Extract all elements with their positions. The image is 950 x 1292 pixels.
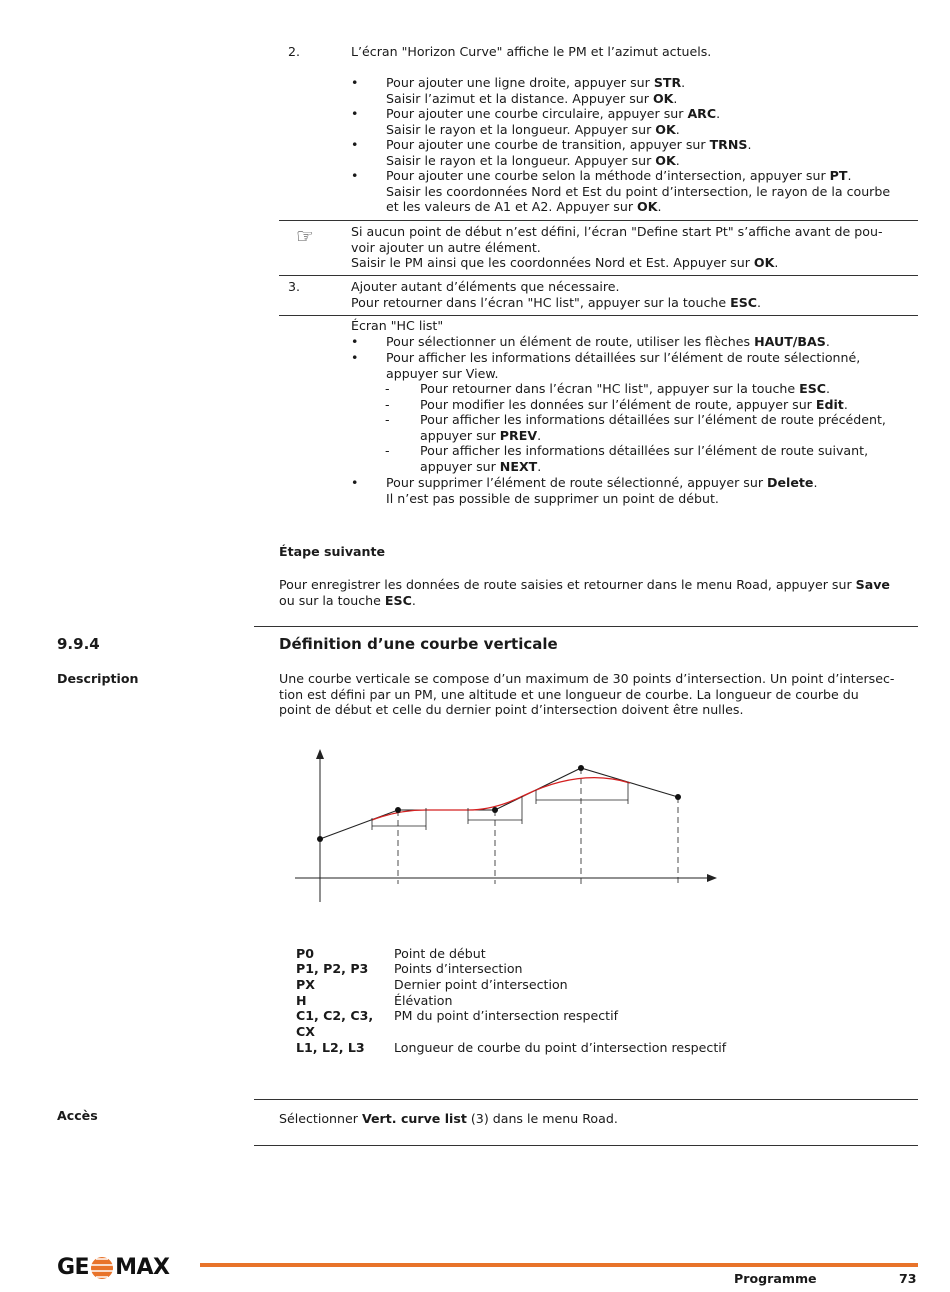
legend-value: Longueur de courbe du point d’intersection respectif bbox=[394, 1040, 727, 1055]
legend-value: PM du point d’intersection respectif bbox=[394, 1008, 619, 1023]
geomax-logo: GE MAX bbox=[57, 1255, 170, 1281]
legend-key: P1, P2, P3 bbox=[296, 961, 369, 976]
dash-text: Pour retourner dans l’écran "HC list", appuyer sur la touche ESC. bbox=[420, 381, 831, 396]
point-px bbox=[675, 794, 681, 800]
rule bbox=[279, 275, 918, 276]
bullet: • bbox=[351, 75, 359, 90]
dash: - bbox=[385, 443, 390, 458]
page-number: 73 bbox=[899, 1271, 917, 1286]
rule bbox=[279, 315, 918, 316]
legend-value: Point de début bbox=[394, 946, 486, 961]
legend-value: Élévation bbox=[394, 993, 453, 1008]
point-p0 bbox=[317, 836, 323, 842]
dash-text: Pour afficher les informations détaillées sur l’élément de route précédent, appuyer sur PREV. bbox=[420, 412, 886, 443]
legend-key: PX bbox=[296, 977, 315, 992]
step-number: 3. bbox=[288, 279, 301, 294]
legend-key: C1, C2, C3, bbox=[296, 1008, 374, 1023]
section-number: 9.9.4 bbox=[57, 635, 100, 653]
bullet-text: Pour ajouter une courbe de transition, appuyer sur TRNS. Saisir le rayon et la longueur. Appuyer sur OK. bbox=[386, 137, 752, 168]
legend-key: CX bbox=[296, 1024, 315, 1039]
step-text: L’écran "Horizon Curve" affiche le PM et l’azimut actuels. bbox=[351, 44, 712, 59]
bullet-text: Pour afficher les informations détaillées sur l’élément de route sélectionné, appuyer sur View. bbox=[386, 350, 861, 381]
section-title: Définition d’une courbe verticale bbox=[279, 635, 558, 653]
note-text: Si aucun point de début n’est défini, l’écran "Define start Pt" s’affiche avant de pou- voir ajouter un autre élément. Saisir le PM ainsi que les coordonnées Nord et Est. Appuyer sur OK. bbox=[351, 224, 883, 271]
dash-text: Pour afficher les informations détaillées sur l’élément de route suivant, appuyer sur NEXT. bbox=[420, 443, 869, 474]
rule bbox=[279, 220, 918, 221]
footer-accent-bar bbox=[200, 1263, 918, 1267]
description-text: Une courbe verticale se compose d’un maximum de 30 points d’intersection. Un point d’intersec- tion est défini par un PM, une altitude et une longueur de courbe. La longueur de courbe du point de début et celle du dernier point d’intersection doivent être nulles. bbox=[279, 671, 895, 718]
dash: - bbox=[385, 412, 390, 427]
rule bbox=[254, 1145, 918, 1146]
bullet: • bbox=[351, 137, 359, 152]
vertical-curve-diagram bbox=[280, 740, 730, 910]
next-step-text: Pour enregistrer les données de route saisies et retourner dans le menu Road, appuyer sur Save ou sur la touche ESC. bbox=[279, 577, 890, 608]
bullet: • bbox=[351, 350, 359, 365]
step-number: 2. bbox=[288, 44, 301, 59]
rule bbox=[254, 1099, 918, 1100]
pointing-hand-icon: ☞ bbox=[296, 224, 314, 248]
section-rule bbox=[254, 626, 918, 627]
legend-value: Points d’intersection bbox=[394, 961, 523, 976]
legend-key: L1, L2, L3 bbox=[296, 1040, 365, 1055]
bullet-text: Pour supprimer l’élément de route sélectionné, appuyer sur Delete. Il n’est pas possible de supprimer un point de début. bbox=[386, 475, 818, 506]
legend-key: P0 bbox=[296, 946, 314, 961]
step-text: Ajouter autant d’éléments que nécessaire. Pour retourner dans l’écran "HC list", appuyer sur la touche ESC. bbox=[351, 279, 762, 310]
point-p3 bbox=[578, 765, 584, 771]
bullet: • bbox=[351, 168, 359, 183]
dash: - bbox=[385, 397, 390, 412]
hclist-title: Écran "HC list" bbox=[351, 318, 444, 333]
globe-icon bbox=[90, 1256, 114, 1280]
point-p2 bbox=[492, 807, 498, 813]
tangent-line bbox=[320, 768, 678, 839]
next-step-heading: Étape suivante bbox=[279, 544, 386, 559]
bullet: • bbox=[351, 475, 359, 490]
dash: - bbox=[385, 381, 390, 396]
bullet-text: Pour ajouter une courbe circulaire, appuyer sur ARC. Saisir le rayon et la longueur. Appuyer sur OK. bbox=[386, 106, 721, 137]
legend-key: H bbox=[296, 993, 307, 1008]
bullet: • bbox=[351, 334, 359, 349]
acces-label: Accès bbox=[57, 1108, 98, 1123]
point-p1 bbox=[395, 807, 401, 813]
dash-text: Pour modifier les données sur l’élément de route, appuyer sur Edit. bbox=[420, 397, 848, 412]
bullet-text: Pour ajouter une ligne droite, appuyer sur STR. Saisir l’azimut et la distance. Appuyer sur OK. bbox=[386, 75, 686, 106]
bullet-text: Pour ajouter une courbe selon la méthode d’intersection, appuyer sur PT. Saisir les coordonnées Nord et Est du point d’intersection, le rayon de la courbe et les valeurs de A1 et A2. Appuyer sur OK. bbox=[386, 168, 891, 215]
legend-value: Dernier point d’intersection bbox=[394, 977, 568, 992]
bullet: • bbox=[351, 106, 359, 121]
description-label: Description bbox=[57, 671, 139, 686]
bullet-text: Pour sélectionner un élément de route, utiliser les flèches HAUT/BAS. bbox=[386, 334, 830, 349]
vertical-curve bbox=[372, 778, 630, 820]
footer-section: Programme bbox=[734, 1271, 817, 1286]
acces-text: Sélectionner Vert. curve list (3) dans le menu Road. bbox=[279, 1111, 618, 1126]
